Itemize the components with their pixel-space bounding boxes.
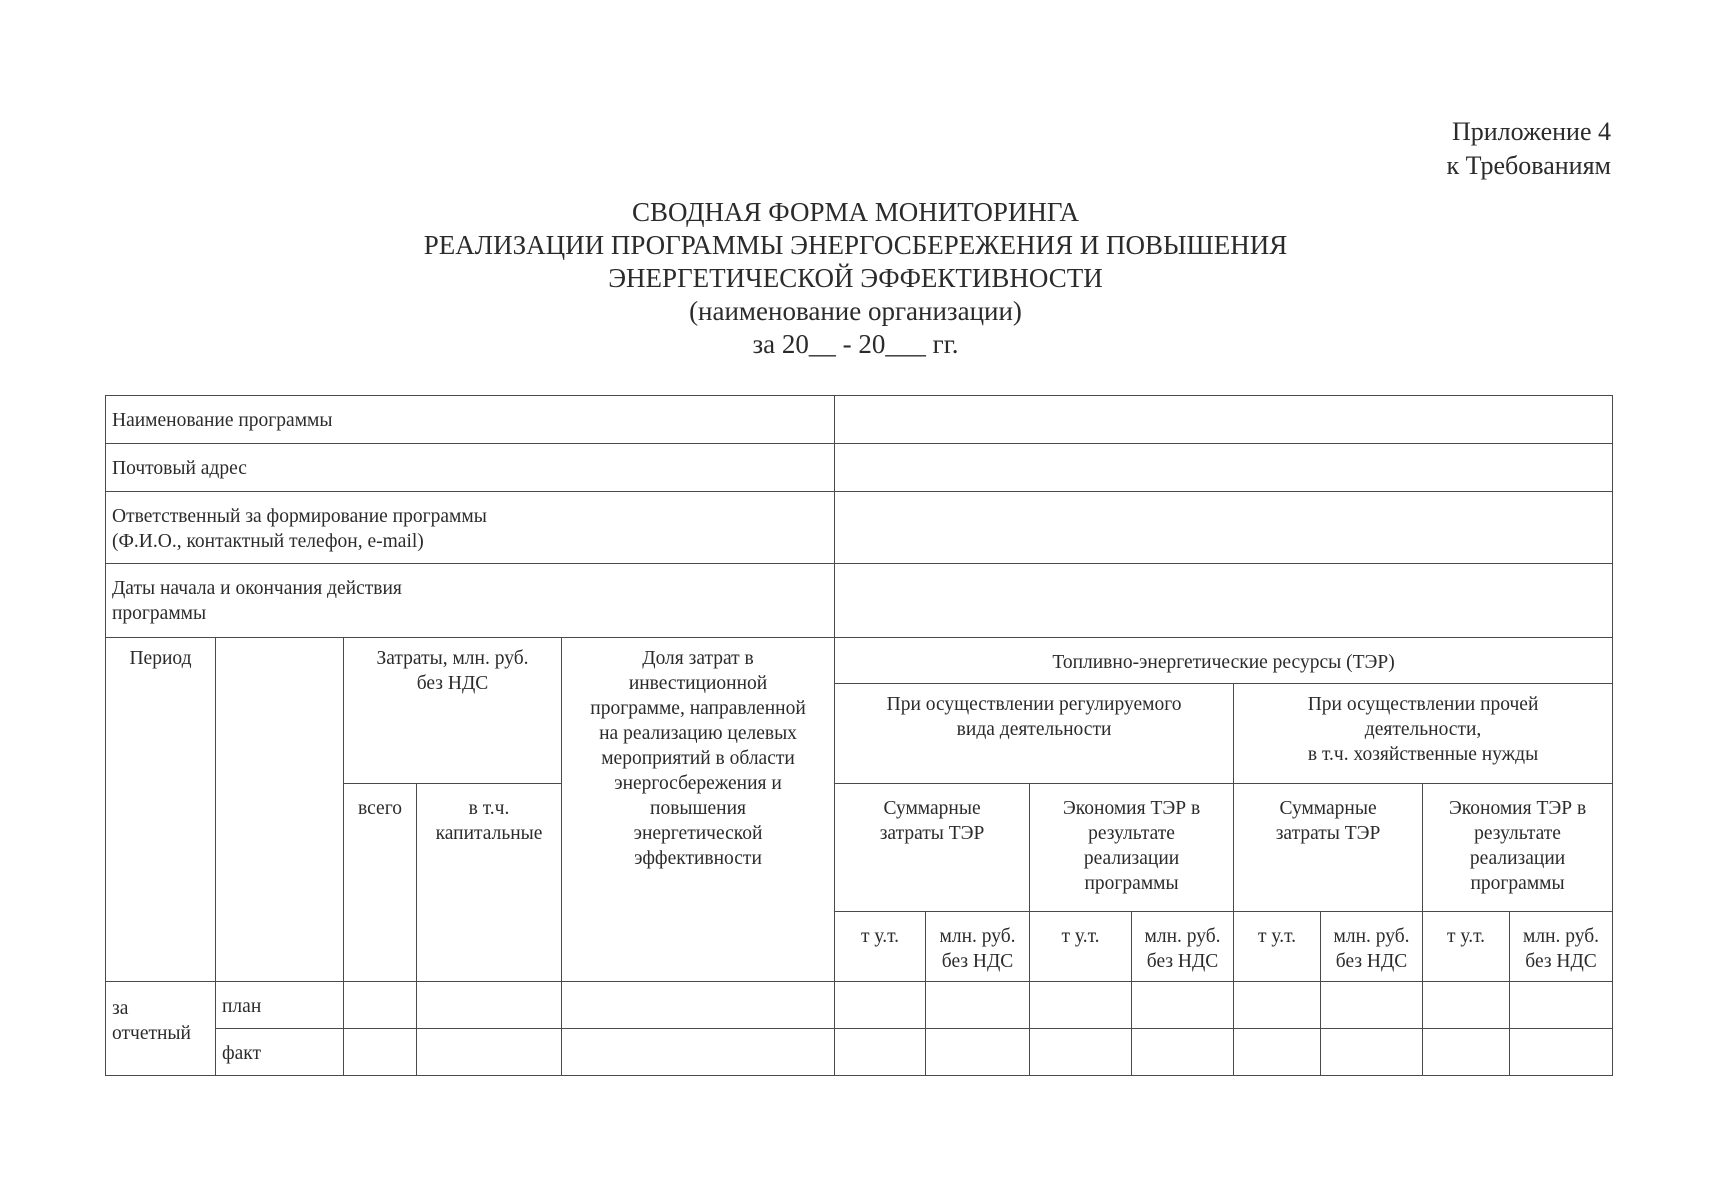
plan-cell[interactable]	[344, 982, 417, 1029]
period-subheader-blank	[216, 638, 344, 982]
fact-cell[interactable]	[417, 1029, 562, 1076]
fact-cell[interactable]	[1132, 1029, 1234, 1076]
fact-label: факт	[216, 1029, 344, 1076]
investment-share-header: Доля затрат в инвестиционной программе, направленной на реализацию целевых мероприятий в области энергосбережения и повышения энергетической эффективности	[562, 638, 835, 982]
table-row	[106, 982, 1613, 1029]
costs-capital-header: в т.ч. капитальные	[417, 784, 562, 982]
responsible-label: Ответственный за формирование программы (Ф.И.О., контактный телефон, e-mail)	[106, 492, 835, 564]
unit-tut-header: т у.т.	[1030, 912, 1132, 982]
table-row	[106, 1029, 1613, 1076]
plan-cell[interactable]	[1423, 982, 1510, 1029]
program-name-label: Наименование программы	[106, 396, 835, 444]
title-line-2: РЕАЛИЗАЦИИ ПРОГРАММЫ ЭНЕРГОСБЕРЕЖЕНИЯ И ПОВЫШЕНИЯ	[423, 230, 1288, 260]
organization-placeholder: (наименование организации)	[689, 296, 1022, 326]
fact-cell[interactable]	[562, 1029, 835, 1076]
regulated-sum-header: Суммарные затраты ТЭР	[835, 784, 1030, 912]
unit-rub-header: млн. руб. без НДС	[1510, 912, 1613, 982]
costs-header: Затраты, млн. руб. без НДС	[344, 638, 562, 784]
unit-tut-header: т у.т.	[835, 912, 926, 982]
program-name-value[interactable]	[835, 396, 1613, 444]
fact-cell[interactable]	[1423, 1029, 1510, 1076]
regulated-activity-header: При осуществлении регулируемого вида деятельности	[835, 684, 1234, 784]
unit-tut-header: т у.т.	[1234, 912, 1321, 982]
plan-cell[interactable]	[1510, 982, 1613, 1029]
period-header: Период	[106, 638, 216, 982]
plan-cell[interactable]	[1132, 982, 1234, 1029]
plan-cell[interactable]	[1234, 982, 1321, 1029]
postal-address-label: Почтовый адрес	[106, 444, 835, 492]
info-row-responsible	[106, 492, 1613, 564]
unit-rub-header: млн. руб. без НДС	[1132, 912, 1234, 982]
plan-cell[interactable]	[835, 982, 926, 1029]
postal-address-value[interactable]	[835, 444, 1613, 492]
info-row-program-name	[106, 396, 1613, 444]
unit-rub-header: млн. руб. без НДС	[1321, 912, 1423, 982]
plan-cell[interactable]	[562, 982, 835, 1029]
fact-cell[interactable]	[1030, 1029, 1132, 1076]
plan-cell[interactable]	[1321, 982, 1423, 1029]
ter-header: Топливно-энергетические ресурсы (ТЭР)	[835, 638, 1613, 684]
plan-cell[interactable]	[417, 982, 562, 1029]
reporting-period-label: за отчетный	[106, 982, 216, 1076]
dates-label: Даты начала и окончания действия программы	[106, 564, 835, 638]
costs-total-header: всего	[344, 784, 417, 982]
title-line-1: СВОДНАЯ ФОРМА МОНИТОРИНГА	[631, 197, 1080, 227]
fact-cell[interactable]	[926, 1029, 1030, 1076]
fact-cell[interactable]	[1234, 1029, 1321, 1076]
fact-cell[interactable]	[1321, 1029, 1423, 1076]
dates-value[interactable]	[835, 564, 1613, 638]
title-line-3: ЭНЕРГЕТИЧЕСКОЙ ЭФФЕКТИВНОСТИ	[608, 263, 1103, 293]
other-economy-header: Экономия ТЭР в результате реализации программы	[1423, 784, 1613, 912]
appendix-note	[1446, 115, 1611, 183]
period-years: за 20__ - 20___ гг.	[752, 329, 959, 359]
appendix-reference: к Требованиям	[1446, 151, 1611, 180]
plan-cell[interactable]	[926, 982, 1030, 1029]
plan-label: план	[216, 982, 344, 1029]
fact-cell[interactable]	[835, 1029, 926, 1076]
plan-cell[interactable]	[1030, 982, 1132, 1029]
other-activity-header: При осуществлении прочей деятельности, в т.ч. хозяйственные нужды	[1234, 684, 1613, 784]
info-row-dates	[106, 564, 1613, 638]
monitoring-form-table	[105, 395, 1613, 1076]
appendix-number: Приложение 4	[1451, 117, 1611, 146]
fact-cell[interactable]	[344, 1029, 417, 1076]
other-sum-header: Суммарные затраты ТЭР	[1234, 784, 1423, 912]
regulated-economy-header: Экономия ТЭР в результате реализации программы	[1030, 784, 1234, 912]
responsible-value[interactable]	[835, 492, 1613, 564]
document-title	[0, 196, 1711, 361]
unit-rub-header: млн. руб. без НДС	[926, 912, 1030, 982]
unit-tut-header: т у.т.	[1423, 912, 1510, 982]
info-row-postal-address	[106, 444, 1613, 492]
fact-cell[interactable]	[1510, 1029, 1613, 1076]
header-row-1	[106, 638, 1613, 684]
